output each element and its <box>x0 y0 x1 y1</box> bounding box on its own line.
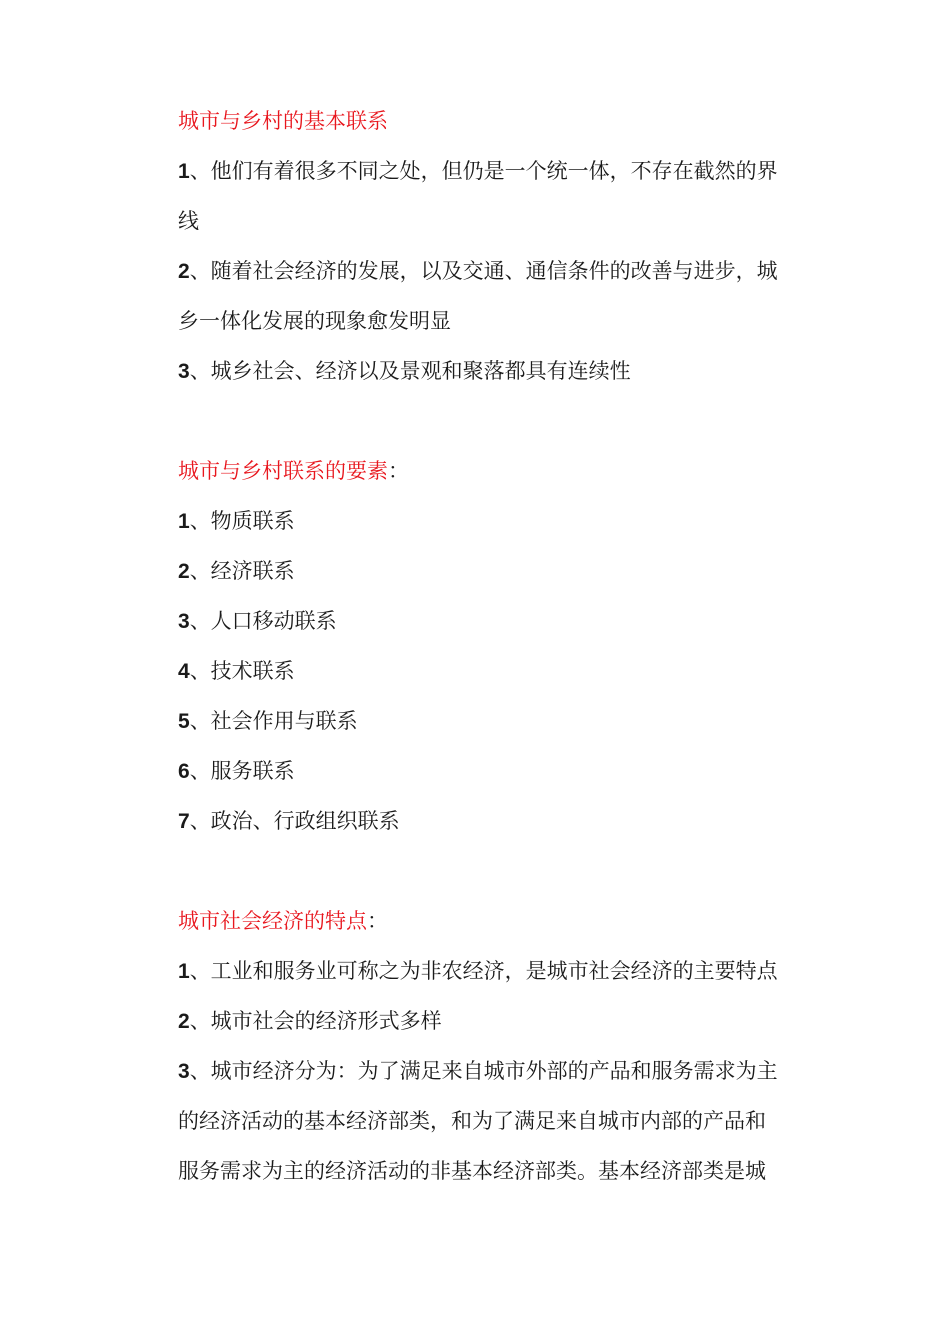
paragraph-line: 3、城市经济分为：为了满足来自城市外部的产品和服务需求为主 <box>178 1059 778 1083</box>
document-page <box>178 96 828 1196</box>
section-urban-rural-basic <box>178 96 828 396</box>
section-heading: 城市与乡村的基本联系 <box>178 109 388 133</box>
paragraph-line: 乡一体化发展的现象愈发明显 <box>178 309 451 333</box>
list-item: 1、物质联系 <box>178 509 295 533</box>
list-item: 3、人口移动联系 <box>178 609 337 633</box>
section-heading: 城市与乡村联系的要素： <box>178 459 409 483</box>
list-item: 4、技术联系 <box>178 659 295 683</box>
paragraph-line: 3、城乡社会、经济以及景观和聚落都具有连续性 <box>178 359 631 383</box>
paragraph-line: 的经济活动的基本经济部类，和为了满足来自城市内部的产品和 <box>178 1109 766 1133</box>
list-item: 5、社会作用与联系 <box>178 709 358 733</box>
paragraph-line: 1、工业和服务业可称之为非农经济，是城市社会经济的主要特点 <box>178 959 778 983</box>
paragraph-line: 1、他们有着很多不同之处，但仍是一个统一体，不存在截然的界 <box>178 159 778 183</box>
list-item: 7、政治、行政组织联系 <box>178 809 400 833</box>
paragraph-line: 2、城市社会的经济形式多样 <box>178 1009 442 1033</box>
paragraph-line: 服务需求为主的经济活动的非基本经济部类。基本经济部类是城 <box>178 1159 766 1183</box>
paragraph-line: 2、随着社会经济的发展，以及交通、通信条件的改善与进步，城 <box>178 259 778 283</box>
section-urban-economy-features <box>178 896 828 1196</box>
list-item: 6、服务联系 <box>178 759 295 783</box>
section-urban-rural-elements <box>178 446 828 846</box>
list-item: 2、经济联系 <box>178 559 295 583</box>
section-heading: 城市社会经济的特点： <box>178 909 388 933</box>
paragraph-line: 线 <box>178 209 199 233</box>
